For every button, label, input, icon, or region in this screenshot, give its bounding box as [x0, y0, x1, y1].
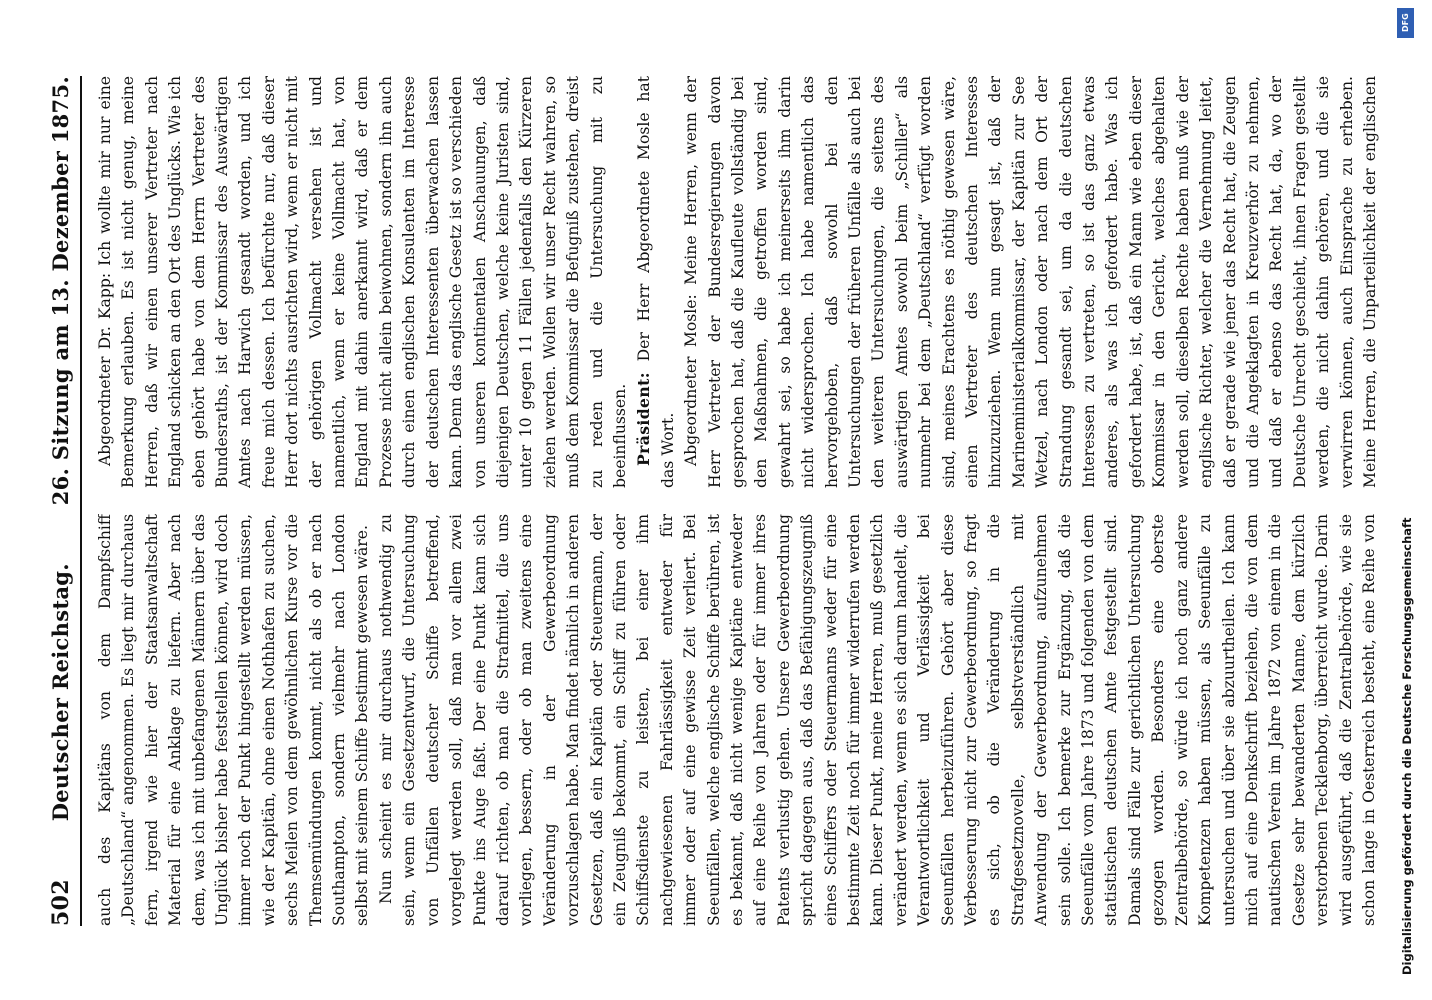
- paragraph: [680, 76, 1384, 488]
- paragraph-text: Nun scheint es mir durchaus nothwendig zu sein, wenn ein Gesetzentwurf, die Untersuchung von Unfällen deutscher Schiffe betreffend, vorgelegt werden soll, daß man vor allem zwei Punkte ins Auge faßt. Der eine Punkt kann sich darauf richten, ob man die Strafmittel, die uns vorliegen, bessern, oder ob man zweitens eine Veränderung in der Gewerbeordnung vorzuschlagen habe. Man findet nämlich in anderen Gesetzen, daß ein Kapitän oder Steuermann, der ein Zeugniß bekommt, ein Schiff zu führen oder Schiffsdienste zu leisten, bei einer ihm nachgewiesenen Fahrlässigkeit entweder für immer oder auf eine gewisse Zeit verliert. Bei Seeunfällen, welche englische Schiffe berühren, ist es bekannt, daß nicht wenige Kapitäne entweder auf eine Reihe von Jahren oder für immer ihres Patents verlustig gehen. Unsere Gewerbeordnung spricht dagegen aus, daß das Befähigungszeugniß eines Schiffers oder Steuermanns weder für eine bestimmte Zeit noch für immer widerrufen werden kann. Dieser Punkt, meine Herren, muß gesetzlich verändert werden, wenn es sich darum handelt, die Verantwortlichkeit und Verlässigkeit bei Seeunfällen herbeizuführen. Gehört aber diese Verbesserung nicht zur Gewerbeordnung, so fragt es sich, ob die Veränderung in die Strafgesetznovelle, selbstverständlich mit Anwendung der Gewerbeordnung, aufzunehmen sein solle. Ich bemerke zur Ergänzung, daß die Seeunfälle vom Jahre 1873 und folgenden von dem statistischen deutschen Amte festgestellt sind. Damals sind Fälle zur gerichtlichen Untersuchung gezogen worden. Besonders eine oberste Zentralbehörde, so würde ich noch ganz andere Kompetenzen haben müssen, als Seeunfälle zu untersuchen und über sie abzuurtheilen. Ich kann mich auf eine Denkschrift beziehen, die von dem nautischen Verein im Jahre 1872 von einem in die Gesetze sehr bewanderten Manne, dem kürzlich verstorbenen Tecklenborg, überreicht wurde. Darin wird ausgeführt, daß die Zentralbehörde, wie sie schon lange in Oesterreich besteht, eine Reihe von: [376, 514, 1378, 926]
- header-session: 26. Sitzung am 13. Dezember 1875.: [48, 76, 73, 506]
- paragraph: [632, 76, 680, 488]
- paragraph: [94, 76, 632, 488]
- paragraph-text: Der Herr Abgeordnete Mosle hat das Wort.: [635, 76, 677, 488]
- document-page: [26, 30, 1406, 970]
- paragraph-text: Abgeordneter Mosle: Meine Herren, wenn der Herr Vertreter der Bundesregierungen davon gesprochen hat, daß die Kaufleute vollständig bei den Maßnahmen, die getroffen worden sind, gewahrt sei, so habe ich meinerseits ihm darin nicht widersprochen. Ich habe namentlich das hervorgehoben, daß sowohl bei den Untersuchungen der früheren Unfälle als auch bei den weiteren Untersuchungen, die seitens des auswärtigen Amtes sowohl beim „Schiller“ als nunmehr bei dem „Deutschland“ verfügt worden sind, meines Erachtens es nöthig gewesen wäre, einen Vertreter des deutschen Interesses hinzuzuziehen. Wenn nun gesagt ist, daß der Marineministerialkommissar, der Kapitän zur See Wetzel, nach London oder nach dem Ort der Strandung gesandt sei, um da die deutschen Interessen zu vertreten, so ist das ganz etwas anderes, als was ich gefordert habe. Was ich gefordert habe, ist, daß ein Mann wie eben dieser Kommissar in den Gericht, welches abgehalten werden soll, dieselben Rechte haben muß wie der englische Richter, welcher die Vernehmung leitet, daß er gerade wie jener das Recht hat, die Zeugen und die Angeklagten in Kreuzverhör zu nehmen, und daß er ebenso das Recht hat, da, wo der Deutsche Unrecht geschieht, ihnen Fragen gestellt werden, die nicht dahin gehören, und die sie verwirren können, auch Einsprache zu erheben. Meine Herren, die Unparteilichkeit der englischen: [682, 76, 1379, 488]
- digitization-credit: Digitalisierung gefördert durch die Deutsche Forschungsgemeinschaft: [1400, 517, 1414, 975]
- paragraph: [375, 514, 1384, 926]
- speaker-label: Präsident:: [634, 372, 654, 466]
- right-column: [94, 76, 1384, 488]
- dfg-logo-icon: DFG: [1397, 8, 1414, 38]
- paragraph-text: Abgeordneter Dr. Kapp: Ich wollte mir nur eine Bemerkung erlauben. Es ist nicht genug, meine Herren, daß wir einen unserer Vertreter nach England schicken an den Ort des Unglücks. Wie ich eben gehört habe von dem Herrn Vertreter des Bundesraths, ist der Kommissar des Auswärtigen Amtes nach Harwich gesandt worden, und ich freue mich dessen. Ich befürchte nur, daß dieser Herr dort nichts ausrichten wird, wenn er nicht mit der gehörigen Vollmacht versehen ist und namentlich, wenn er keine Vollmacht hat, von England mit dahin anerkannt wird, daß er dem Prozesse nicht allein beiwohnen, sondern ihn auch durch einen englischen Konsulenten im Interesse der deutschen Interessenten überwachen lassen kann. Denn das englische Gesetz ist so verschieden von unseren kontinentalen Anschauungen, daß diejenigen Deutschen, welche keine Juristen sind, unter 10 gegen 11 Fällen jedenfalls den Kürzeren ziehen werden. Wollen wir unser Recht wahren, so muß dem Kommissar die Befugniß zustehen, dreist zu reden und die Untersuchung mit zu beeinflussen.: [96, 76, 629, 488]
- page-number: 502: [48, 879, 74, 926]
- running-head: [48, 76, 82, 926]
- left-column: [94, 514, 1384, 926]
- paragraph-text: auch des Kapitäns von dem Dampfschiff „Deutschland“ angenommen. Es liegt mir durchaus fern, irgend wie hier der Staatsanwaltschaft Material für eine Anklage zu liefern. Aber nach dem, was ich mit unbefangenen Männern über das Unglück bisher habe feststellen können, wird doch immer noch der Punkt hingestellt werden müssen, wie der Kapitän, ohne einen Nothhafen zu suchen, sechs Meilen von dem gewöhnlichen Kurse vor die Themsemündungen kommt, nicht als ob er nach Southampton, sondern vielmehr nach London selbst mit seinem Schiffe bestimmt gewesen wäre.: [96, 514, 372, 926]
- text-columns: [94, 76, 1384, 926]
- paragraph: [94, 514, 375, 926]
- header-title: Deutscher Reichstag.: [48, 563, 73, 822]
